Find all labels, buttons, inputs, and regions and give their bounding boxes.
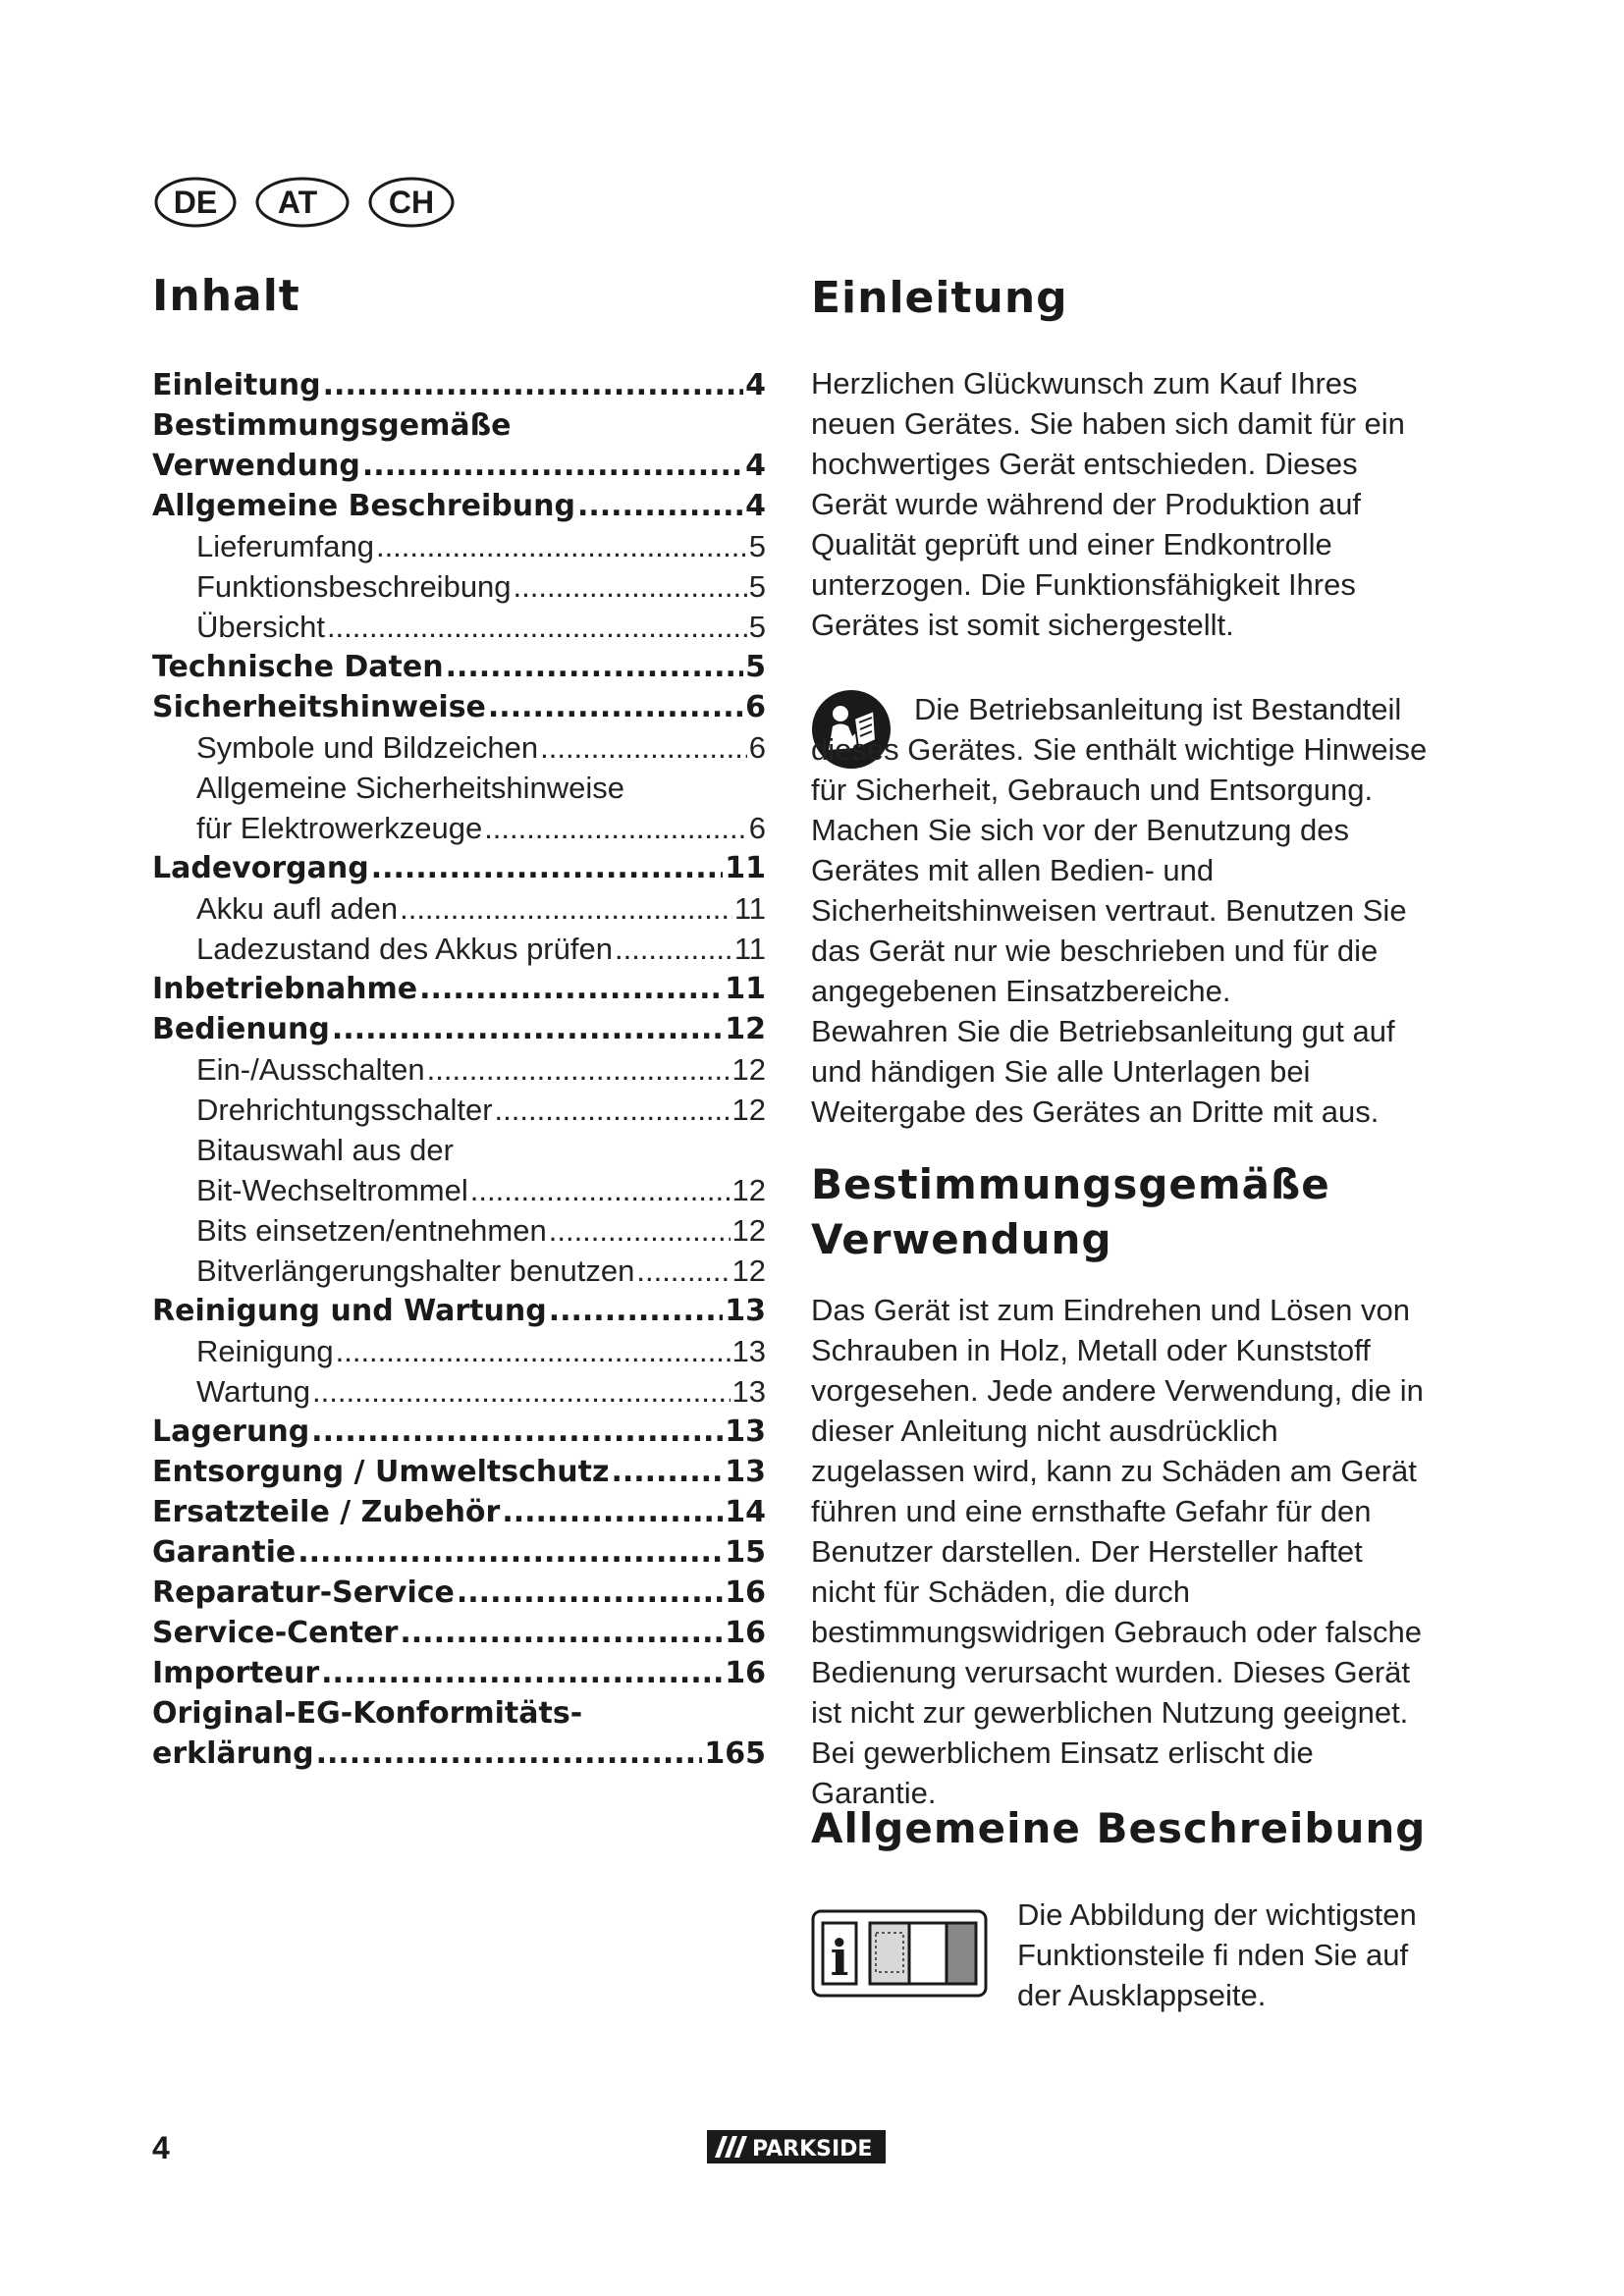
toc-leader-dots [540, 727, 747, 768]
toc-leader-dots [376, 526, 747, 566]
toc-entry [152, 888, 766, 929]
verwendung-paragraph: Das Gerät ist zum Eindrehen und Lösen von Schrauben in Holz, Metall oder Kunststoff vorgesehen. Jede andere Verwendung, die in dieser Anleitung nicht ausdrücklich zugelassen wird, kann zu Schäden am Gerät führen und eine ernsthafte Gefahr für den Benutzer darstellen. Der Hersteller haftet nicht für Schäden, die durch bestimmungswidrigen Gebrauch oder falsche Bedienung verursacht wurden. Dieses Gerät ist nicht zur gewerblichen Nutzung geeignet. Bei gewerblichem Einsatz erlischt die Garantie. [811, 1293, 1424, 1810]
toc-entry [152, 768, 766, 808]
toc-leader-dots [400, 888, 732, 929]
toc-entry-title: Allgemeine Sicherheitshinweise [196, 771, 624, 805]
toc-entry-page: 11 [725, 851, 766, 885]
toc-entry [152, 1573, 766, 1613]
toc-leader-dots [327, 607, 747, 647]
toc-entry-page: 15 [725, 1535, 766, 1570]
parkside-logo [707, 2130, 886, 2163]
toc-entry-page: 11 [733, 932, 766, 966]
manual-notice-paragraph: Die Betriebsanleitung ist Bestandteil dieses Gerätes. Sie enthält wichtige Hinweise für Sicherheit, Gebrauch und Entsorgung. Machen Sie sich vor der Benutzung des Gerätes mit allen Bedien- und Sicherheitshinweisen vertraut. Benutzen Sie das Gerät nur wie beschrieben und für die angegebenen Einsatzbereiche. [811, 692, 1428, 1008]
toc-leader-dots [495, 1090, 731, 1130]
country-badges-graphic [152, 175, 457, 230]
toc-entry-title: Bitverlängerungshalter benutzen [196, 1254, 635, 1288]
toc-leader-dots [611, 1452, 723, 1492]
toc-entry [152, 1291, 766, 1331]
toc-entry-title: Drehrichtungsschalter [196, 1093, 493, 1127]
verwendung-heading-line1: Bestimmungsgemäße [811, 1160, 1330, 1208]
toc-entry [152, 405, 766, 446]
einleitung-paragraph: Herzlichen Glückwunsch zum Kauf Ihres neuen Gerätes. Sie haben sich damit für ein hochwertiges Gerät entschieden. Dieses Gerät wurde während der Produktion auf Qualität geprüft und einer Endkontrolle unterzogen. Die Funktionsfähigkeit Ihres Gerätes ist somit sichergestellt. [811, 366, 1405, 642]
toc-entry-page: 4 [745, 368, 766, 402]
toc-leader-dots [316, 1734, 703, 1774]
toc-leader-dots [446, 647, 744, 687]
toc-entry-page: 12 [731, 1093, 766, 1127]
toc-entry-title: Reinigung und Wartung [152, 1294, 547, 1328]
toc-entry-page: 4 [745, 489, 766, 523]
toc-entry [152, 365, 766, 405]
toc-leader-dots [298, 1532, 723, 1573]
toc-entry-title: Bestimmungsgemäße [152, 408, 512, 443]
beschreibung-paragraph: Die Abbildung der wichtigsten Funktionsteile fi nden Sie auf der Ausklappseite. [1017, 1897, 1417, 2012]
toc-leader-dots [362, 446, 743, 486]
toc-entry-title: Garantie [152, 1535, 297, 1570]
toc-entry-page: 4 [745, 449, 766, 483]
toc-entry [152, 1130, 766, 1170]
toc-entry [152, 1210, 766, 1251]
toc-entry-page: 5 [748, 569, 766, 604]
toc-entry-title: Ersatzteile / Zubehör [152, 1495, 501, 1529]
toc-entry-page: 11 [725, 972, 766, 1006]
toc-entry [152, 1452, 766, 1492]
verwendung-heading-line2: Verwendung [811, 1215, 1112, 1263]
toc-leader-dots [427, 1049, 731, 1090]
page-number: 4 [152, 2130, 170, 2165]
toc-entry-title: Reparatur-Service [152, 1575, 455, 1610]
toc-entry-page: 13 [725, 1415, 766, 1449]
toc-leader-dots [419, 969, 723, 1009]
toc-entry-page: 12 [725, 1012, 766, 1046]
toc-entry-title: Verwendung [152, 449, 360, 483]
toc-entry-title: Lagerung [152, 1415, 310, 1449]
toc-entry-page: 13 [731, 1334, 766, 1368]
toc-entry-page: 12 [731, 1173, 766, 1207]
toc-entry [152, 687, 766, 727]
toc-entry-title: Importeur [152, 1656, 320, 1690]
toc-entry [152, 969, 766, 1009]
toc-entry [152, 526, 766, 566]
toc-entry-title: Einleitung [152, 368, 321, 402]
toc-leader-dots [470, 1170, 731, 1210]
toc-leader-dots [488, 687, 743, 727]
toc-entry [152, 1251, 766, 1291]
toc-leader-dots [332, 1009, 723, 1049]
toc-entry-title: Sicherheitshinweise [152, 690, 486, 724]
country-code-badges [152, 175, 457, 230]
toc-entry-page: 16 [725, 1616, 766, 1650]
toc-entry [152, 1613, 766, 1653]
toc-leader-dots [502, 1492, 723, 1532]
keep-manual-paragraph: Bewahren Sie die Betriebsanleitung gut auf und händigen Sie alle Unterlagen bei Weitergabe des Gerätes an Dritte mit aus. [811, 1014, 1395, 1129]
toc-entry [152, 1170, 766, 1210]
toc-entry [152, 446, 766, 486]
toc-entry [152, 486, 766, 526]
toc-entry-title: Ladezustand des Akkus prüfen [196, 932, 613, 966]
toc-entry-page: 14 [725, 1495, 766, 1529]
toc-entry [152, 1090, 766, 1130]
country-code-at: AT [277, 185, 318, 220]
toc-entry [152, 647, 766, 687]
toc-entry-title: erklärung [152, 1736, 314, 1771]
toc-leader-dots [577, 486, 743, 526]
toc-leader-dots [321, 1653, 723, 1693]
toc-entry [152, 566, 766, 607]
toc-leader-dots [323, 365, 744, 405]
toc-entry [152, 1371, 766, 1412]
toc-entry-page: 6 [748, 811, 766, 845]
toc-leader-dots [636, 1251, 730, 1291]
toc-leader-dots [311, 1412, 723, 1452]
toc-entry [152, 848, 766, 888]
toc-heading: Inhalt [152, 271, 300, 321]
toc-entry [152, 1693, 766, 1734]
toc-entry-title: Original-EG-Konformitäts- [152, 1696, 583, 1731]
toc-leader-dots [484, 808, 747, 848]
toc-entry [152, 929, 766, 969]
toc-entry-page: 11 [733, 891, 766, 926]
toc-entry [152, 727, 766, 768]
foldout-info-icon [811, 1909, 988, 1998]
toc-entry-title: Ein-/Ausschalten [196, 1052, 425, 1087]
toc-entry-page: 165 [704, 1736, 766, 1771]
toc-entry-page: 6 [748, 730, 766, 765]
toc-entry [152, 1653, 766, 1693]
toc-entry-title: Lieferumfang [196, 529, 374, 563]
toc-entry-title: Übersicht [196, 610, 325, 644]
toc-entry-title: Entsorgung / Umweltschutz [152, 1455, 610, 1489]
toc-entry-title: für Elektrowerkzeuge [196, 811, 483, 845]
toc-entry [152, 1049, 766, 1090]
toc-entry-page: 6 [745, 690, 766, 724]
toc-leader-dots [549, 1291, 724, 1331]
toc-entry-page: 16 [725, 1575, 766, 1610]
toc-entry-page: 16 [725, 1656, 766, 1690]
toc-leader-dots [312, 1371, 731, 1412]
toc-entry-page: 13 [725, 1294, 766, 1328]
toc-entry-title: Funktionsbeschreibung [196, 569, 512, 604]
toc-entry-page: 5 [748, 610, 766, 644]
toc-entry-page: 13 [731, 1374, 766, 1409]
toc-entry-title: Bits einsetzen/entnehmen [196, 1213, 547, 1248]
toc-entry-title: Akku aufl aden [196, 891, 399, 926]
toc-leader-dots [457, 1573, 723, 1613]
toc-entry-title: Reinigung [196, 1334, 334, 1368]
toc-entry-page: 12 [731, 1254, 766, 1288]
einleitung-heading: Einleitung [811, 273, 1068, 323]
toc-entry-page: 12 [731, 1213, 766, 1248]
toc-entry-title: Service-Center [152, 1616, 399, 1650]
table-of-contents [152, 365, 766, 1774]
toc-leader-dots [514, 566, 747, 607]
toc-entry-page: 12 [731, 1052, 766, 1087]
toc-entry [152, 1331, 766, 1371]
toc-entry [152, 1492, 766, 1532]
svg-text:i: i [830, 1929, 849, 1987]
toc-entry [152, 1412, 766, 1452]
toc-leader-dots [615, 929, 732, 969]
toc-leader-dots [336, 1331, 731, 1371]
toc-entry-title: Ladevorgang [152, 851, 369, 885]
country-code-ch: CH [388, 185, 435, 220]
toc-entry-title: Allgemeine Beschreibung [152, 489, 575, 523]
toc-entry-page: 13 [725, 1455, 766, 1489]
toc-entry-title: Bit-Wechseltrommel [196, 1173, 468, 1207]
toc-entry [152, 1532, 766, 1573]
toc-entry [152, 1009, 766, 1049]
toc-leader-dots [371, 848, 724, 888]
brand-text: PARKSIDE [752, 2137, 873, 2162]
toc-entry-page: 5 [745, 650, 766, 684]
toc-entry-title: Bedienung [152, 1012, 330, 1046]
toc-entry-page: 5 [748, 529, 766, 563]
toc-entry-title: Inbetriebnahme [152, 972, 418, 1006]
country-code-de: DE [173, 185, 218, 220]
beschreibung-heading: Allgemeine Beschreibung [811, 1804, 1427, 1852]
toc-leader-dots [549, 1210, 731, 1251]
toc-entry [152, 808, 766, 848]
toc-entry-title: Symbole und Bildzeichen [196, 730, 539, 765]
toc-entry [152, 607, 766, 647]
toc-entry [152, 1734, 766, 1774]
toc-leader-dots [400, 1613, 723, 1653]
toc-entry-title: Bitauswahl aus der [196, 1133, 454, 1167]
toc-entry-title: Technische Daten [152, 650, 444, 684]
toc-entry-title: Wartung [196, 1374, 311, 1409]
